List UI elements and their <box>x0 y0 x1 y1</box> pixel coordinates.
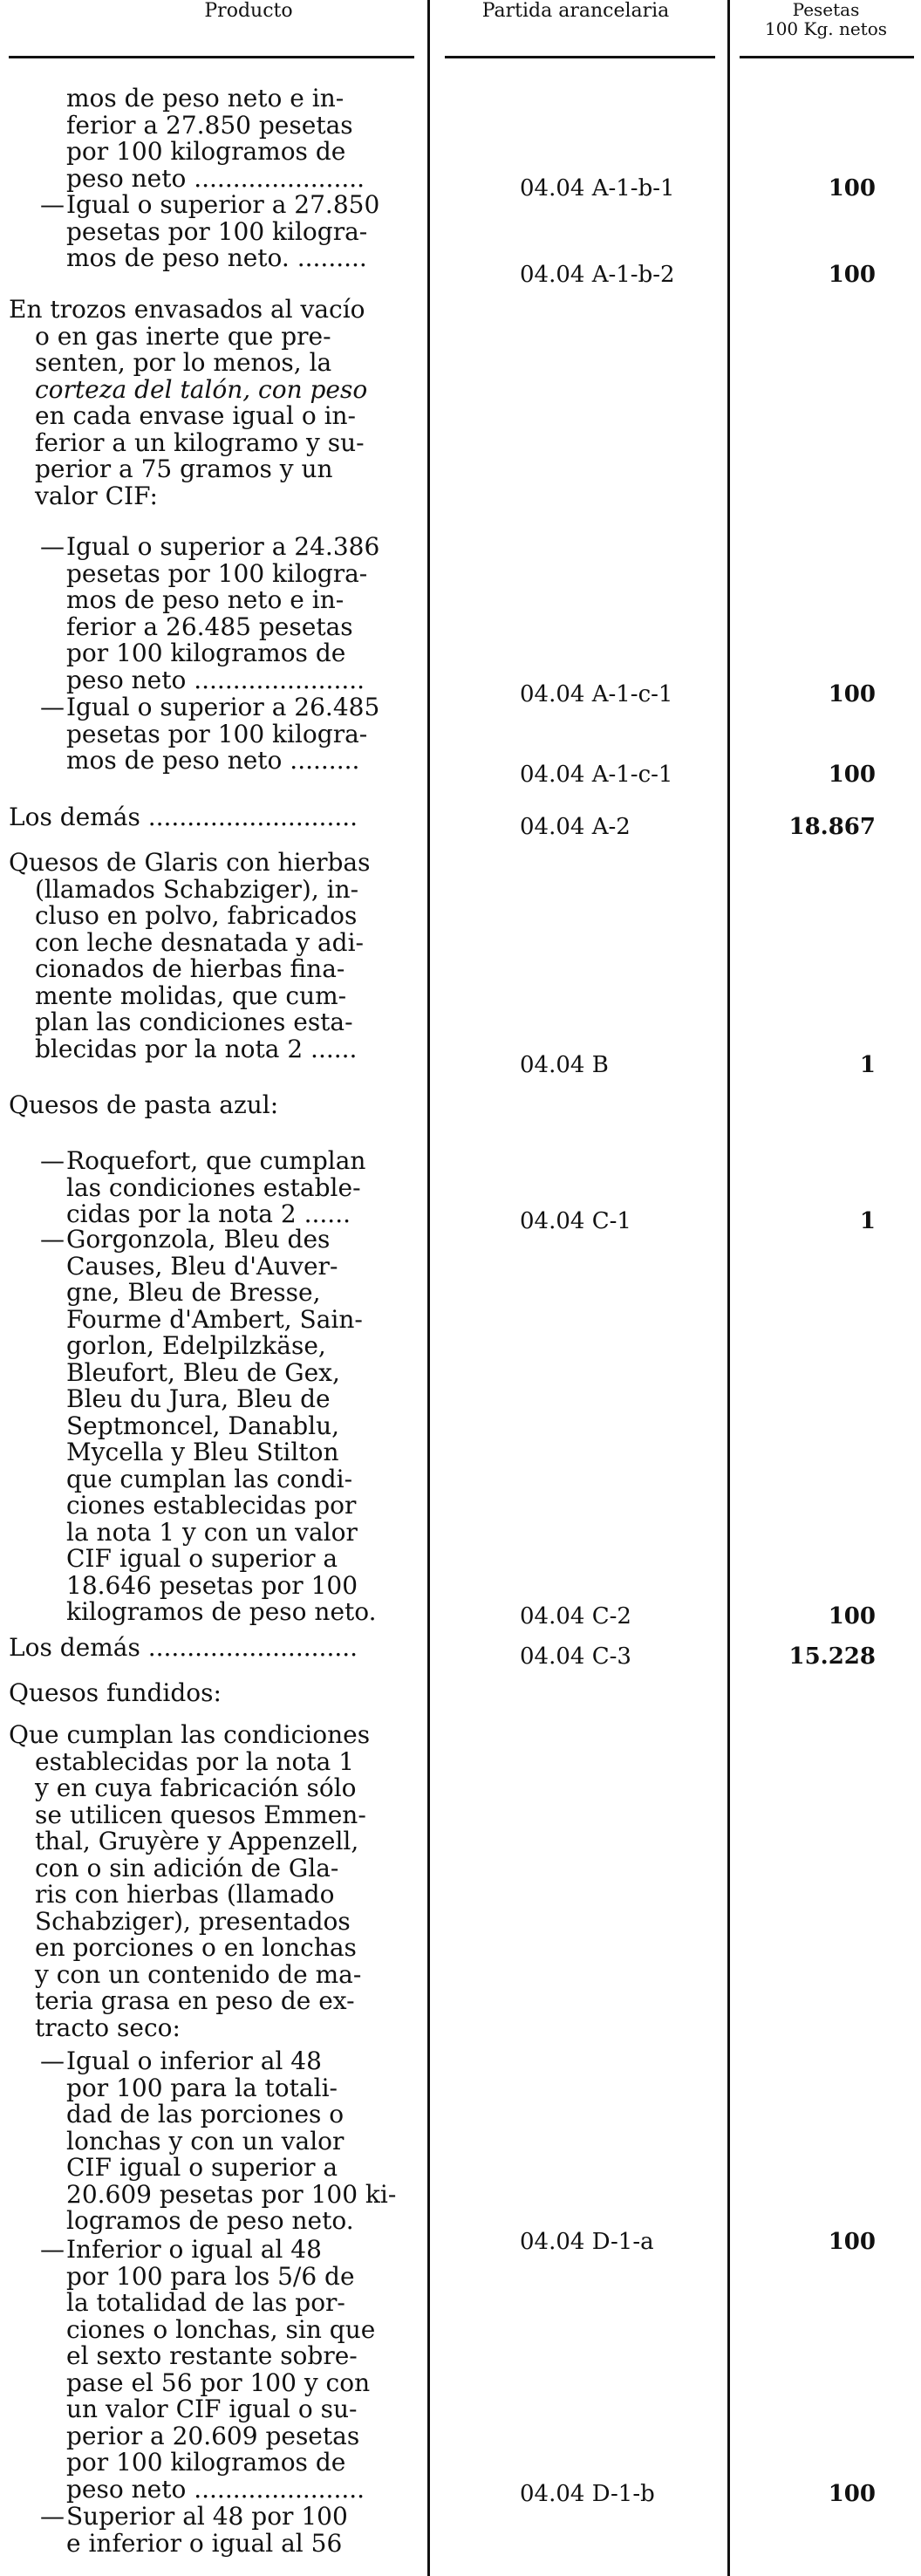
pesetas-value: 1 <box>859 1208 876 1234</box>
pesetas-value: 100 <box>828 762 876 788</box>
header-pesetas-line2: 100 Kg. netos <box>764 18 888 39</box>
row-text-line: Los demás ........................... <box>9 803 358 831</box>
row-text-line: peso neto ...................... <box>66 163 365 193</box>
pesetas-value: 1 <box>859 1052 876 1078</box>
row-text-line: pase el 56 por 100 y con <box>66 2368 371 2397</box>
table-row <box>9 694 483 775</box>
row-text-line: con o sin adición de Gla- <box>35 1853 339 1882</box>
row-text-line: Roquefort, que cumplan <box>66 1146 366 1175</box>
header-pesetas <box>731 0 921 38</box>
row-text-line: ris con hierbas (llamado <box>35 1880 335 1909</box>
partida-code: 04.04 A-1-c-1 <box>520 681 673 707</box>
row-text-line: Quesos de pasta azul: <box>9 1090 279 1119</box>
row-text-line: Que cumplan las condiciones <box>9 1720 371 1749</box>
row-text-line: Fourme d'Ambert, Sain- <box>66 1304 363 1334</box>
table-row <box>9 1092 426 1119</box>
table-row <box>9 850 426 1063</box>
row-text-line: Igual o superior a 27.850 <box>66 190 380 219</box>
row-text-line: Causes, Bleu d'Auver- <box>66 1251 338 1281</box>
table-row <box>9 192 483 272</box>
header-rule-2 <box>445 56 715 58</box>
row-text-line: perior a 20.609 pesetas <box>66 2421 360 2450</box>
table-row <box>9 1680 426 1707</box>
row-text-line: ciones o lonchas, sin que <box>66 2314 376 2344</box>
dash-marker: — <box>40 2235 65 2264</box>
partida-code: 04.04 C-3 <box>520 1643 631 1670</box>
pesetas-value: 100 <box>828 2229 876 2255</box>
row-text-line: 18.646 pesetas por 100 <box>66 1570 358 1600</box>
row-text-line: mos de peso neto ......... <box>66 746 360 775</box>
row-text-line: mos de peso neto e in- <box>66 585 345 614</box>
row-text-line: gne, Bleu de Bresse, <box>66 1278 321 1307</box>
row-text-line: la totalidad de las por- <box>66 2288 345 2317</box>
row-text-line: plan las condiciones esta- <box>35 1008 353 1036</box>
row-text-line: Los demás ........................... <box>9 1633 358 1662</box>
table-row <box>9 1227 483 1626</box>
row-text-line: thal, Gruyère y Appenzell, <box>35 1827 359 1855</box>
row-text-line: el sexto restante sobre- <box>66 2341 358 2370</box>
row-text-line: blecidas por la nota 2 ...... <box>35 1034 358 1063</box>
header-partida: Partida arancelaria <box>481 0 670 22</box>
pesetas-value: 18.867 <box>788 814 876 840</box>
row-text-line: pesetas por 100 kilogra- <box>66 719 368 748</box>
row-text-line: peso neto ...................... <box>66 665 365 694</box>
table-row <box>9 1148 483 1228</box>
partida-code: 04.04 C-2 <box>520 1603 631 1630</box>
row-text-line: cidas por la nota 2 ...... <box>66 1199 351 1228</box>
row-text-line: Gorgonzola, Bleu des <box>66 1225 331 1254</box>
row-text-line: corteza del talón, con peso <box>35 374 368 404</box>
dash-marker: — <box>40 2046 65 2075</box>
header-rule-3 <box>740 56 914 58</box>
table-row <box>9 2504 483 2557</box>
row-text-line: e inferior o igual al 56 <box>66 2528 343 2558</box>
row-text-line: ciones establecidas por <box>66 1491 357 1520</box>
row-text-line: Mycella y Bleu Stilton <box>66 1438 339 1466</box>
row-text-line: gorlon, Edelpilzkäse, <box>66 1331 326 1360</box>
row-text-line: 20.609 pesetas por 100 ki- <box>66 2179 397 2209</box>
table-row <box>9 1722 426 2041</box>
row-text-line: con leche desnatada y adi- <box>35 927 364 957</box>
row-text-line: valor CIF: <box>35 481 158 510</box>
row-text-line: las condiciones estable- <box>66 1172 361 1202</box>
column-divider-2 <box>727 0 730 2576</box>
row-text-line: por 100 kilogramos de <box>66 2448 346 2477</box>
row-text-line: la nota 1 y con un valor <box>66 1517 358 1547</box>
row-text-line: establecidas por la nota 1 <box>35 1746 355 1776</box>
row-text-line: Inferior o igual al 48 <box>66 2235 322 2264</box>
pesetas-value: 100 <box>828 1603 876 1630</box>
table-row <box>9 85 483 192</box>
table-row <box>9 1635 426 1662</box>
row-text-line: kilogramos de peso neto. <box>66 1597 377 1626</box>
pesetas-value: 100 <box>828 175 876 202</box>
row-text-line: lonchas y con un valor <box>66 2126 345 2156</box>
row-text-line: se utilicen quesos Emmen- <box>35 1800 366 1829</box>
partida-code: 04.04 A-2 <box>520 814 631 840</box>
row-text-line: por 100 kilogramos de <box>66 639 346 667</box>
row-text-line: En trozos envasados al vacío <box>9 295 365 324</box>
row-text-line: mos de peso neto e in- <box>66 84 345 113</box>
row-text-line: cionados de hierbas fina- <box>35 954 345 983</box>
pesetas-value: 100 <box>828 681 876 707</box>
pesetas-value: 15.228 <box>788 1643 876 1670</box>
row-text-line: un valor CIF igual o su- <box>66 2395 358 2423</box>
row-text-line: CIF igual o superior a <box>66 1544 338 1573</box>
row-text-line: ferior a 26.485 pesetas <box>66 612 353 641</box>
row-text-line: Quesos fundidos: <box>9 1678 222 1707</box>
row-text-line: Quesos de Glaris con hierbas <box>9 848 371 877</box>
row-text-line: o en gas inerte que pre- <box>35 321 331 351</box>
row-text-line: y en cuya fabricación sólo <box>35 1773 357 1802</box>
row-text-line: Igual o superior a 24.386 <box>66 532 380 561</box>
partida-code: 04.04 D-1-a <box>520 2229 654 2255</box>
row-text-line: ferior a un kilogramo y su- <box>35 427 365 457</box>
row-text-line: por 100 kilogramos de <box>66 137 346 166</box>
row-text-line: dad de las porciones o <box>66 2100 345 2128</box>
row-text-line: por 100 para la totali- <box>66 2073 338 2102</box>
header-rule-1 <box>9 56 414 58</box>
row-text-line: que cumplan las condi- <box>66 1464 353 1493</box>
table-row <box>9 2048 483 2235</box>
row-text-line: logramos de peso neto. <box>66 2206 354 2235</box>
table-row <box>9 2237 483 2503</box>
row-text-line: mos de peso neto. ......... <box>66 243 367 272</box>
row-text-line: peso neto ...................... <box>66 2474 365 2504</box>
pesetas-value: 100 <box>828 262 876 288</box>
row-text-line: Igual o superior a 26.485 <box>66 693 380 721</box>
header-pesetas-line1: Pesetas <box>792 0 860 20</box>
dash-marker: — <box>40 1146 65 1175</box>
row-text-line: mente molidas, que cum- <box>35 981 347 1010</box>
partida-code: 04.04 A-1-b-1 <box>520 175 675 202</box>
row-text-line: (llamados Schabziger), in- <box>35 874 359 904</box>
row-text-line: cluso en polvo, fabricados <box>35 901 358 930</box>
row-text-line: tracto seco: <box>35 2012 181 2042</box>
partida-code: 04.04 D-1-b <box>520 2481 655 2507</box>
dash-marker: — <box>40 532 65 561</box>
table-row <box>9 297 426 509</box>
dash-marker: — <box>40 190 65 219</box>
row-text-line: pesetas por 100 kilogra- <box>66 558 368 588</box>
partida-code: 04.04 A-1-b-2 <box>520 262 675 288</box>
row-text-line: en porciones o en lonchas <box>35 1933 357 1962</box>
row-text-line: y con un contenido de ma- <box>35 1959 362 1989</box>
partida-code: 04.04 C-1 <box>520 1208 631 1234</box>
partida-code: 04.04 A-1-c-1 <box>520 762 673 788</box>
row-text-line: Bleufort, Bleu de Gex, <box>66 1357 340 1387</box>
pesetas-value: 100 <box>828 2481 876 2507</box>
row-text-line: por 100 para los 5/6 de <box>66 2261 355 2291</box>
header-producto: Producto <box>204 0 293 22</box>
row-text-line: Igual o inferior al 48 <box>66 2046 322 2075</box>
row-text-line: Septmoncel, Danablu, <box>66 1411 340 1440</box>
row-text-line: Schabziger), presentados <box>35 1906 351 1936</box>
row-text-line: senten, por lo menos, la <box>35 348 332 377</box>
row-text-line: en cada envase igual o in- <box>35 401 357 430</box>
dash-marker: — <box>40 693 65 721</box>
row-text-line: CIF igual o superior a <box>66 2153 338 2182</box>
dash-marker: — <box>40 2502 65 2531</box>
dash-marker: — <box>40 1225 65 1254</box>
row-text-line: Superior al 48 por 100 <box>66 2502 348 2531</box>
row-text-line: ferior a 27.850 pesetas <box>66 110 353 140</box>
row-text-line: pesetas por 100 kilogra- <box>66 216 368 246</box>
table-row <box>9 534 483 694</box>
table-row <box>9 804 426 831</box>
row-text-line: Bleu du Jura, Bleu de <box>66 1384 331 1413</box>
partida-code: 04.04 B <box>520 1052 609 1078</box>
row-text-line: teria grasa en peso de ex- <box>35 1986 355 2015</box>
row-text-line: perior a 75 gramos y un <box>35 454 333 483</box>
